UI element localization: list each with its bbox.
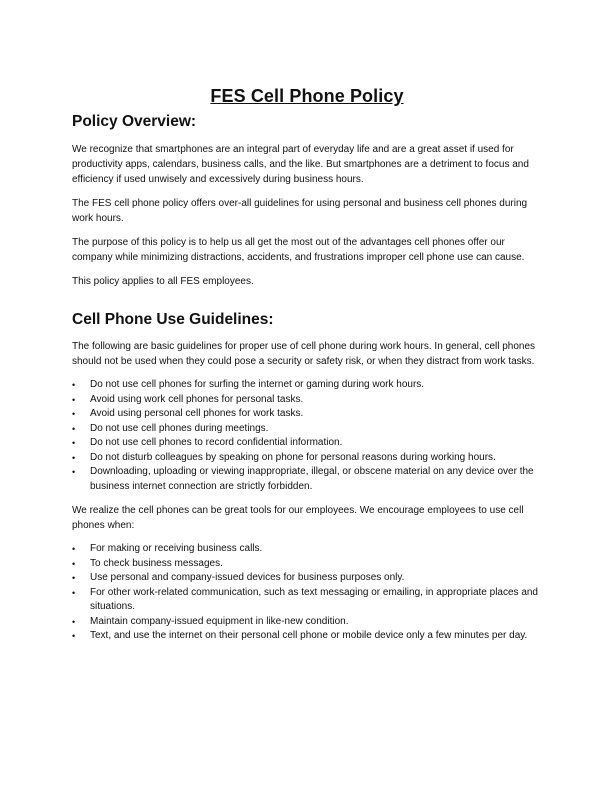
list-item <box>72 557 542 572</box>
list-item <box>72 586 542 615</box>
list-item-text: Avoid using personal cell phones for work tasks. <box>90 408 304 419</box>
bullet-icon: • <box>72 380 76 390</box>
list-item-text: To check business messages. <box>90 557 223 569</box>
list-item-text: Avoid using work cell phones for personal tasks. <box>90 393 304 405</box>
overview-paragraph: The FES cell phone policy offers over-all guidelines for using personal and business cell phones during work hours. <box>72 198 528 224</box>
list-item-text: Use personal and company-issued devices for business purposes only. <box>90 572 405 583</box>
bullet-icon: • <box>72 394 76 405</box>
list-item <box>72 451 542 466</box>
list-item-text: Do not use cell phones during meetings. <box>90 422 269 434</box>
document-title: FES Cell Phone Policy <box>210 86 404 106</box>
list-item-text: Text, and use the internet on their personal cell phone or mobile device only a few minutes per day. <box>90 630 528 641</box>
guidelines-heading: Cell Phone Use Guidelines: <box>72 311 274 328</box>
bullet-icon: • <box>72 587 76 598</box>
list-item <box>72 378 542 393</box>
list-item <box>72 465 542 494</box>
overview-paragraph: We recognize that smartphones are an integral part of everyday life and are a great asset if used for productivity apps, calendars, business calls, and the like. But smartphones are a detriment to focus and efficiency if used unwisely and excessively during business hours. <box>72 144 529 185</box>
donts-list <box>72 378 542 494</box>
list-item-text: Do not use cell phones for surfing the internet or gaming during work hours. <box>90 379 425 390</box>
bullet-icon: • <box>72 631 76 641</box>
document-page <box>72 86 542 653</box>
bullet-icon: • <box>72 409 76 419</box>
list-item <box>72 629 542 644</box>
list-item-text: Do not disturb colleagues by speaking on phone for personal reasons during working hours. <box>90 451 496 463</box>
bullet-icon: • <box>72 558 76 569</box>
list-item <box>72 542 542 557</box>
list-item <box>72 407 542 422</box>
list-item <box>72 571 542 586</box>
bullet-icon: • <box>72 452 76 463</box>
bullet-icon: • <box>72 544 76 554</box>
guidelines-intro: The following are basic guidelines for proper use of cell phone during work hours. In general, cell phones should not be used when they could pose a security or safety risk, or when they distract from work tasks. <box>72 341 536 367</box>
overview-paragraph: This policy applies to all FES employees. <box>72 276 254 287</box>
dos-list <box>72 542 542 644</box>
overview-paragraph: The purpose of this policy is to help us all get the most out of the advantages cell phones offer our company while minimizing distractions, accidents, and frustrations improper cell phone use can cause. <box>72 237 525 263</box>
list-item-text: Do not use cell phones to record confidential information. <box>90 437 343 448</box>
bullet-icon: • <box>72 467 76 477</box>
list-item <box>72 422 542 437</box>
list-item-text: For making or receiving business calls. <box>90 543 263 554</box>
encourage-intro: We realize the cell phones can be great tools for our employees. We encourage employees to use cell phones when: <box>72 505 524 531</box>
list-item-text: Downloading, uploading or viewing inappropriate, illegal, or obscene material on any device over the business internet connection are strictly forbidden. <box>90 466 534 492</box>
list-item <box>72 615 542 630</box>
list-item <box>72 393 542 408</box>
overview-heading: Policy Overview: <box>72 113 197 130</box>
list-item-text: Maintain company-issued equipment in like-new condition. <box>90 615 349 627</box>
bullet-icon: • <box>72 573 76 583</box>
bullet-icon: • <box>72 616 76 627</box>
list-item-text: For other work-related communication, such as text messaging or emailing, in appropriate places and situations. <box>90 586 538 612</box>
list-item <box>72 436 542 451</box>
bullet-icon: • <box>72 438 76 448</box>
bullet-icon: • <box>72 423 76 434</box>
